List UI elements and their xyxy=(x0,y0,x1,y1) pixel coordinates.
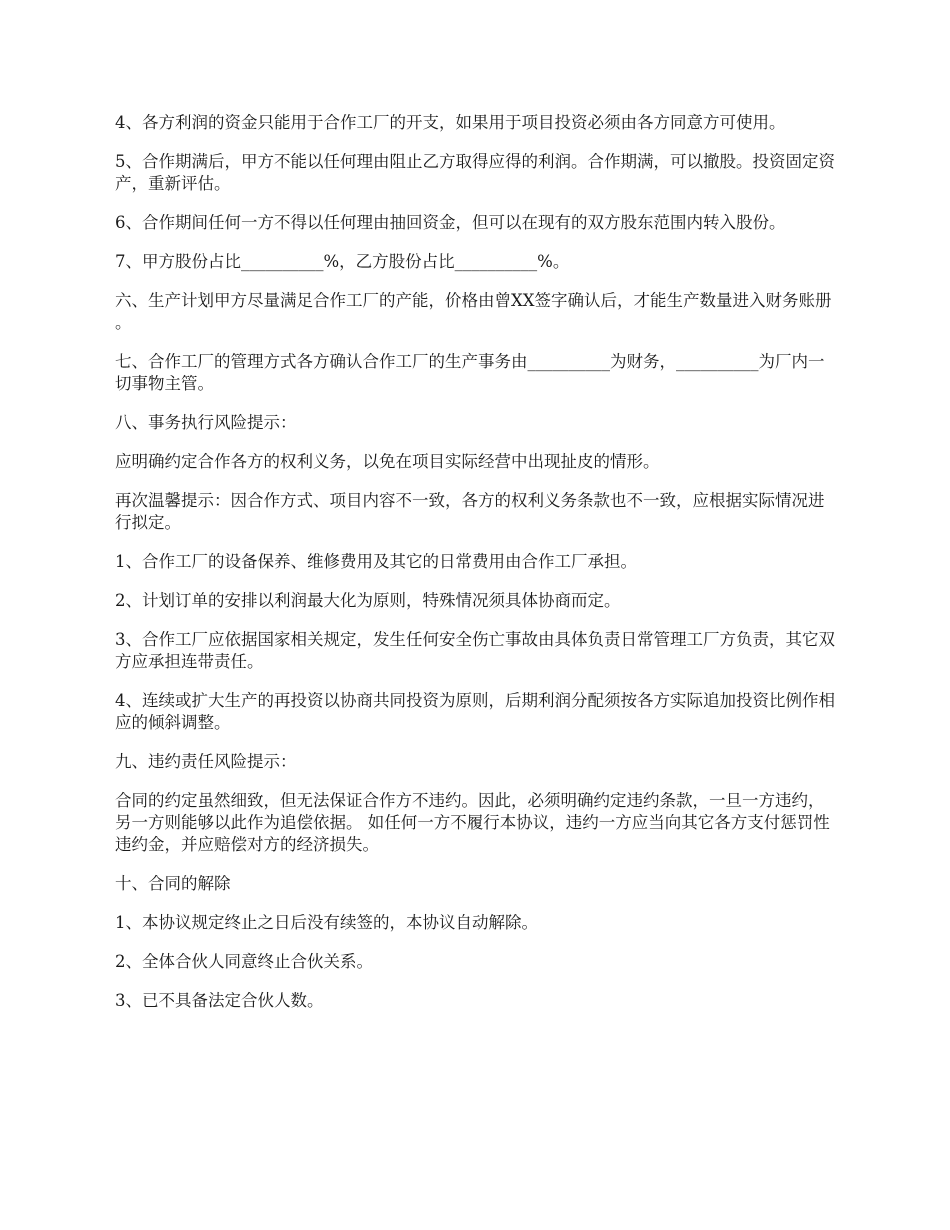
paragraph-rights-obligations: 应明确约定合作各方的权利义务，以免在项目实际经营中出现扯皮的情形。 xyxy=(115,452,660,471)
paragraph-capital-withdrawal: 6、合作期间任何一方不得以任何理由抽回资金，但可以在现有的双方股东范围内转入股份。 xyxy=(115,213,786,232)
paragraph-breach-terms: 合同的约定虽然细致，但无法保证合作方不违约。因此，必须明确约定违约条款，一旦一方违约，另一方则能够以此作为追偿依据。 如任何一方不履行本协议，违约一方应当向其它各方支付惩罚性违约金，并应赔偿对方的经济损失。 xyxy=(115,791,830,854)
paragraph-termination-3: 3、已不具备法定合伙人数。 xyxy=(115,991,324,1010)
paragraph-term-expiry: 5、合作期满后，甲方不能以任何理由阻止乙方取得应得的利润。合作期满，可以撤股。投资固定资产，重新评估。 xyxy=(115,152,835,193)
paragraph-reinvestment: 4、连续或扩大生产的再投资以协商共同投资为原则，后期利润分配须按各方实际追加投资比例作相应的倾斜调整。 xyxy=(115,691,835,732)
paragraph-order-planning: 2、计划订单的安排以利润最大化为原则，特殊情况须具体协商而定。 xyxy=(115,591,621,610)
paragraph-termination-1: 1、本协议规定终止之日后没有续签的，本协议自动解除。 xyxy=(115,913,538,932)
paragraph-reminder: 再次温馨提示：因合作方式、项目内容不一致，各方的权利义务条款也不一致，应根据实际情况进行拟定。 xyxy=(115,491,825,532)
paragraph-profit-usage: 4、各方利润的资金只能用于合作工厂的开支，如果用于项目投资必须由各方同意方可使用。 xyxy=(115,113,786,132)
paragraph-maintenance-costs: 1、合作工厂的设备保养、维修费用及其它的日常费用由合作工厂承担。 xyxy=(115,552,637,571)
paragraph-safety-liability: 3、合作工厂应依据国家相关规定，发生任何安全伤亡事故由具体负责日常管理工厂方负责，其它双方应承担连带责任。 xyxy=(115,630,835,671)
paragraph-share-ratio: 7、甲方股份占比__________%，乙方股份占比__________%。 xyxy=(115,252,570,271)
heading-termination: 十、合同的解除 xyxy=(115,874,231,893)
paragraph-management: 七、合作工厂的管理方式各方确认合作工厂的生产事务由__________为财务，__________为厂内一切事物主管。 xyxy=(115,352,825,393)
heading-breach-risk: 九、违约责任风险提示： xyxy=(115,752,297,771)
paragraph-production-plan: 六、生产计划甲方尽量满足合作工厂的产能，价格由曾XX签字确认后，才能生产数量进入财务账册。 xyxy=(115,291,832,332)
paragraph-termination-2: 2、全体合伙人同意终止合伙关系。 xyxy=(115,952,373,971)
document-body xyxy=(115,112,840,1029)
heading-execution-risk: 八、事务执行风险提示： xyxy=(115,413,297,432)
